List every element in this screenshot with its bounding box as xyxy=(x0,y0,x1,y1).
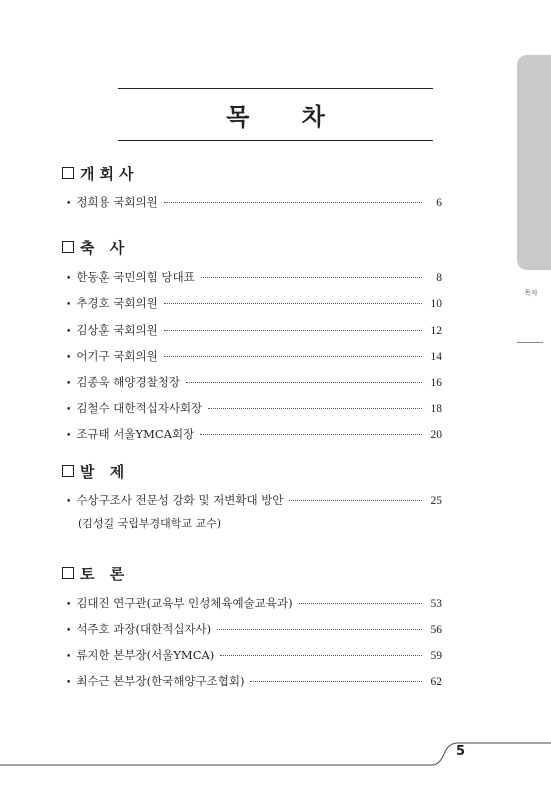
toc-entry-page: 8 xyxy=(436,272,442,284)
toc-entry-page: 62 xyxy=(430,676,442,688)
toc-entry-text: 수상구조사 전문성 강화 및 저변확대 방안 xyxy=(76,493,284,507)
toc-entry-page: 16 xyxy=(430,377,442,389)
toc-entry-text: 김철수 대한적십자사회장 xyxy=(76,401,203,415)
bullet-icon: • xyxy=(66,199,72,209)
toc-entry-page: 53 xyxy=(430,598,442,610)
toc-entry-text: 김상훈 국회의원 xyxy=(76,323,158,337)
bullet-icon: • xyxy=(66,600,72,610)
bullet-icon: • xyxy=(66,626,72,636)
toc-entry-page: 6 xyxy=(436,197,442,209)
toc-entry-text: 석주호 과장(대한적십자사) xyxy=(76,622,212,636)
toc-entry-text: 어기구 국회의원 xyxy=(76,349,158,363)
toc-entry-page: 20 xyxy=(430,429,442,441)
bullet-icon: • xyxy=(66,431,72,441)
toc-entry-page: 18 xyxy=(430,403,442,415)
bullet-icon: • xyxy=(66,379,72,389)
bullet-icon: • xyxy=(66,274,72,284)
bullet-icon: • xyxy=(66,405,72,415)
bullet-icon: • xyxy=(66,327,72,337)
side-tab-label: 목차 xyxy=(524,289,538,297)
bullet-icon: • xyxy=(66,678,72,688)
toc-entry-text: 최수근 본부장(한국해양구조협회) xyxy=(76,674,245,688)
toc-entry-page: 10 xyxy=(430,298,442,310)
toc-entry-page: 14 xyxy=(430,351,442,363)
section-title: 축 사 xyxy=(80,238,130,257)
toc-entry-page: 59 xyxy=(430,650,442,662)
bullet-icon: • xyxy=(66,300,72,310)
toc-entry-text: 김대진 연구관(교육부 인성체육예술교육과) xyxy=(76,596,293,610)
toc-entry-text: 조규태 서울YMCA회장 xyxy=(76,427,195,441)
presenter-note: (김성길 국립부경대학교 교수) xyxy=(78,517,222,530)
page-number: 5 xyxy=(456,744,466,759)
toc-entry-text: 류지한 본부장(서울YMCA) xyxy=(76,648,215,662)
toc-entry-page: 56 xyxy=(430,624,442,636)
toc-entry-text: 추경호 국회의원 xyxy=(76,296,158,310)
toc-entry-text: 김종욱 해양경찰청장 xyxy=(76,375,180,389)
bullet-icon: • xyxy=(66,652,72,662)
section-title: 개회사 xyxy=(80,164,139,183)
bullet-icon: • xyxy=(66,497,72,507)
toc-entry-text: 정희용 국회의원 xyxy=(76,195,158,209)
toc-entry-page: 25 xyxy=(430,495,442,507)
bullet-icon: • xyxy=(66,353,72,363)
page-title: 목 차 xyxy=(226,103,347,131)
section-title: 발 제 xyxy=(80,462,130,481)
toc-entry-text: 한동훈 국민의힘 당대표 xyxy=(76,270,195,284)
toc-entry-page: 12 xyxy=(430,325,442,337)
section-title: 토 론 xyxy=(80,564,130,583)
